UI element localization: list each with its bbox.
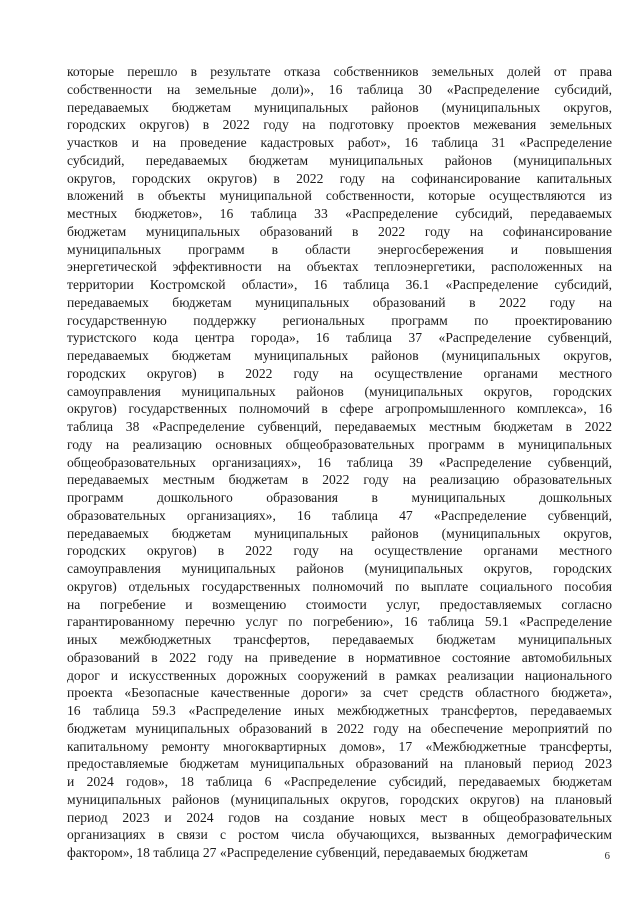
text-line: программ дошкольного образования в муниципальных дошкольных <box>67 490 612 505</box>
text-line: округов) государственных полномочий в сфере агропромышленного комплекса», 16 <box>67 401 612 417</box>
text-line: городских округов) в 2022 году на осуществление органами местного <box>67 543 612 559</box>
text-line: энергетической эффективности на объектах теплоэнергетики, расположенных на <box>67 259 612 275</box>
text-line: году на реализацию основных общеобразовательных программ в муниципальных <box>67 436 612 452</box>
text-line: которые перешло в результате отказа собственников земельных долей от права <box>67 64 612 79</box>
text-line: участков и на проведение кадастровых работ», 16 таблица 31 «Распределение <box>67 135 612 150</box>
text-line: государственную поддержку региональных программ по проектированию <box>67 312 612 328</box>
text-line: городских округов) в 2022 году на осуществление органами местного <box>67 365 612 381</box>
text-line: передаваемых бюджетам муниципальных районов (муниципальных округов, <box>67 525 612 541</box>
text-line: образовательных организациях», 16 таблица 47 «Распределение субвенций, <box>67 507 612 523</box>
text-line: самоуправления муниципальных районов (муниципальных округов, городских <box>67 383 612 399</box>
text-line: туристского кода центра города», 16 таблица 37 «Распределение субвенций, <box>67 330 612 346</box>
text-line: организациях в связи с ростом числа обучающихся, вызванных демографическим <box>67 827 612 843</box>
text-line: местных бюджетов», 16 таблица 33 «Распределение субсидий, передаваемых <box>67 206 612 221</box>
text-line: на погребение и возмещению стоимости услуг, предоставляемых согласно <box>67 596 612 612</box>
text-line: 16 таблица 59.3 «Распределение иных межбюджетных трансфертов, передаваемых <box>67 703 612 718</box>
text-line: капитальному ремонту многоквартирных домов», 17 «Межбюджетные трансферты, <box>67 738 612 754</box>
page-number: 6 <box>604 850 610 862</box>
text-line: бюджетам муниципальных образований в 2022 году на софинансирование <box>67 223 612 239</box>
text-line: предоставляемые бюджетам муниципальных образований на плановый период 2023 <box>67 756 612 772</box>
text-line: иных межбюджетных трансфертов, передаваемых бюджетам муниципальных <box>67 632 612 647</box>
text-line: территории Костромской области», 16 таблица 36.1 «Распределение субсидий, <box>67 277 612 292</box>
text-line: дорог и искусственных дорожных сооружений в рамках реализации национального <box>67 667 612 683</box>
text-line: самоуправления муниципальных районов (муниципальных округов, городских <box>67 561 612 576</box>
text-line: вложений в объекты муниципальной собственности, которые осуществляются из <box>67 188 612 204</box>
text-line: субсидий, передаваемых бюджетам муниципальных районов (муниципальных <box>67 152 612 168</box>
text-line: округов) отдельных государственных полномочий по выплате социального пособия <box>67 578 612 594</box>
body-text <box>67 63 612 862</box>
text-line: гарантированному перечню услуг по погребению», 16 таблица 59.1 «Распределение <box>67 614 612 630</box>
text-line: период 2023 и 2024 годов на создание новых мест в общеобразовательных <box>67 809 612 825</box>
text-line: образований в 2022 году на приведение в нормативное состояние автомобильных <box>67 649 612 665</box>
text-line: передаваемых бюджетам муниципальных районов (муниципальных округов, <box>67 348 612 363</box>
text-line: бюджетам муниципальных образований в 2022 году на обеспечение мероприятий по <box>67 720 612 736</box>
text-line: муниципальных программ в области энергосбережения и повышения <box>67 241 612 257</box>
text-line: собственности на земельные доли)», 16 таблица 30 «Распределение субсидий, <box>67 81 612 97</box>
text-line: и 2024 годов», 18 таблица 6 «Распределение субсидий, передаваемых бюджетам <box>67 774 612 789</box>
text-line: округов, городских округов) в 2022 году на софинансирование капитальных <box>67 170 612 186</box>
text-line: передаваемых бюджетам муниципальных районов (муниципальных округов, <box>67 99 612 115</box>
text-line: проекта «Безопасные качественные дороги» за счет средств областного бюджета», <box>67 685 612 701</box>
text-line: фактором», 18 таблица 27 «Распределение субвенций, передаваемых бюджетам <box>67 845 529 860</box>
text-line: муниципальных районов (муниципальных округов, городских округов) на плановый <box>67 791 612 807</box>
text-line: таблица 38 «Распределение субвенций, передаваемых местным бюджетам в 2022 <box>67 419 612 434</box>
text-line: передаваемых бюджетам муниципальных образований в 2022 году на <box>67 294 612 310</box>
text-line: городских округов) в 2022 году на подготовку проектов межевания земельных <box>67 117 612 133</box>
text-line: передаваемых местным бюджетам в 2022 году на реализацию образовательных <box>67 472 612 488</box>
text-line: общеобразовательных организациях», 16 таблица 39 «Распределение субвенций, <box>67 454 612 470</box>
